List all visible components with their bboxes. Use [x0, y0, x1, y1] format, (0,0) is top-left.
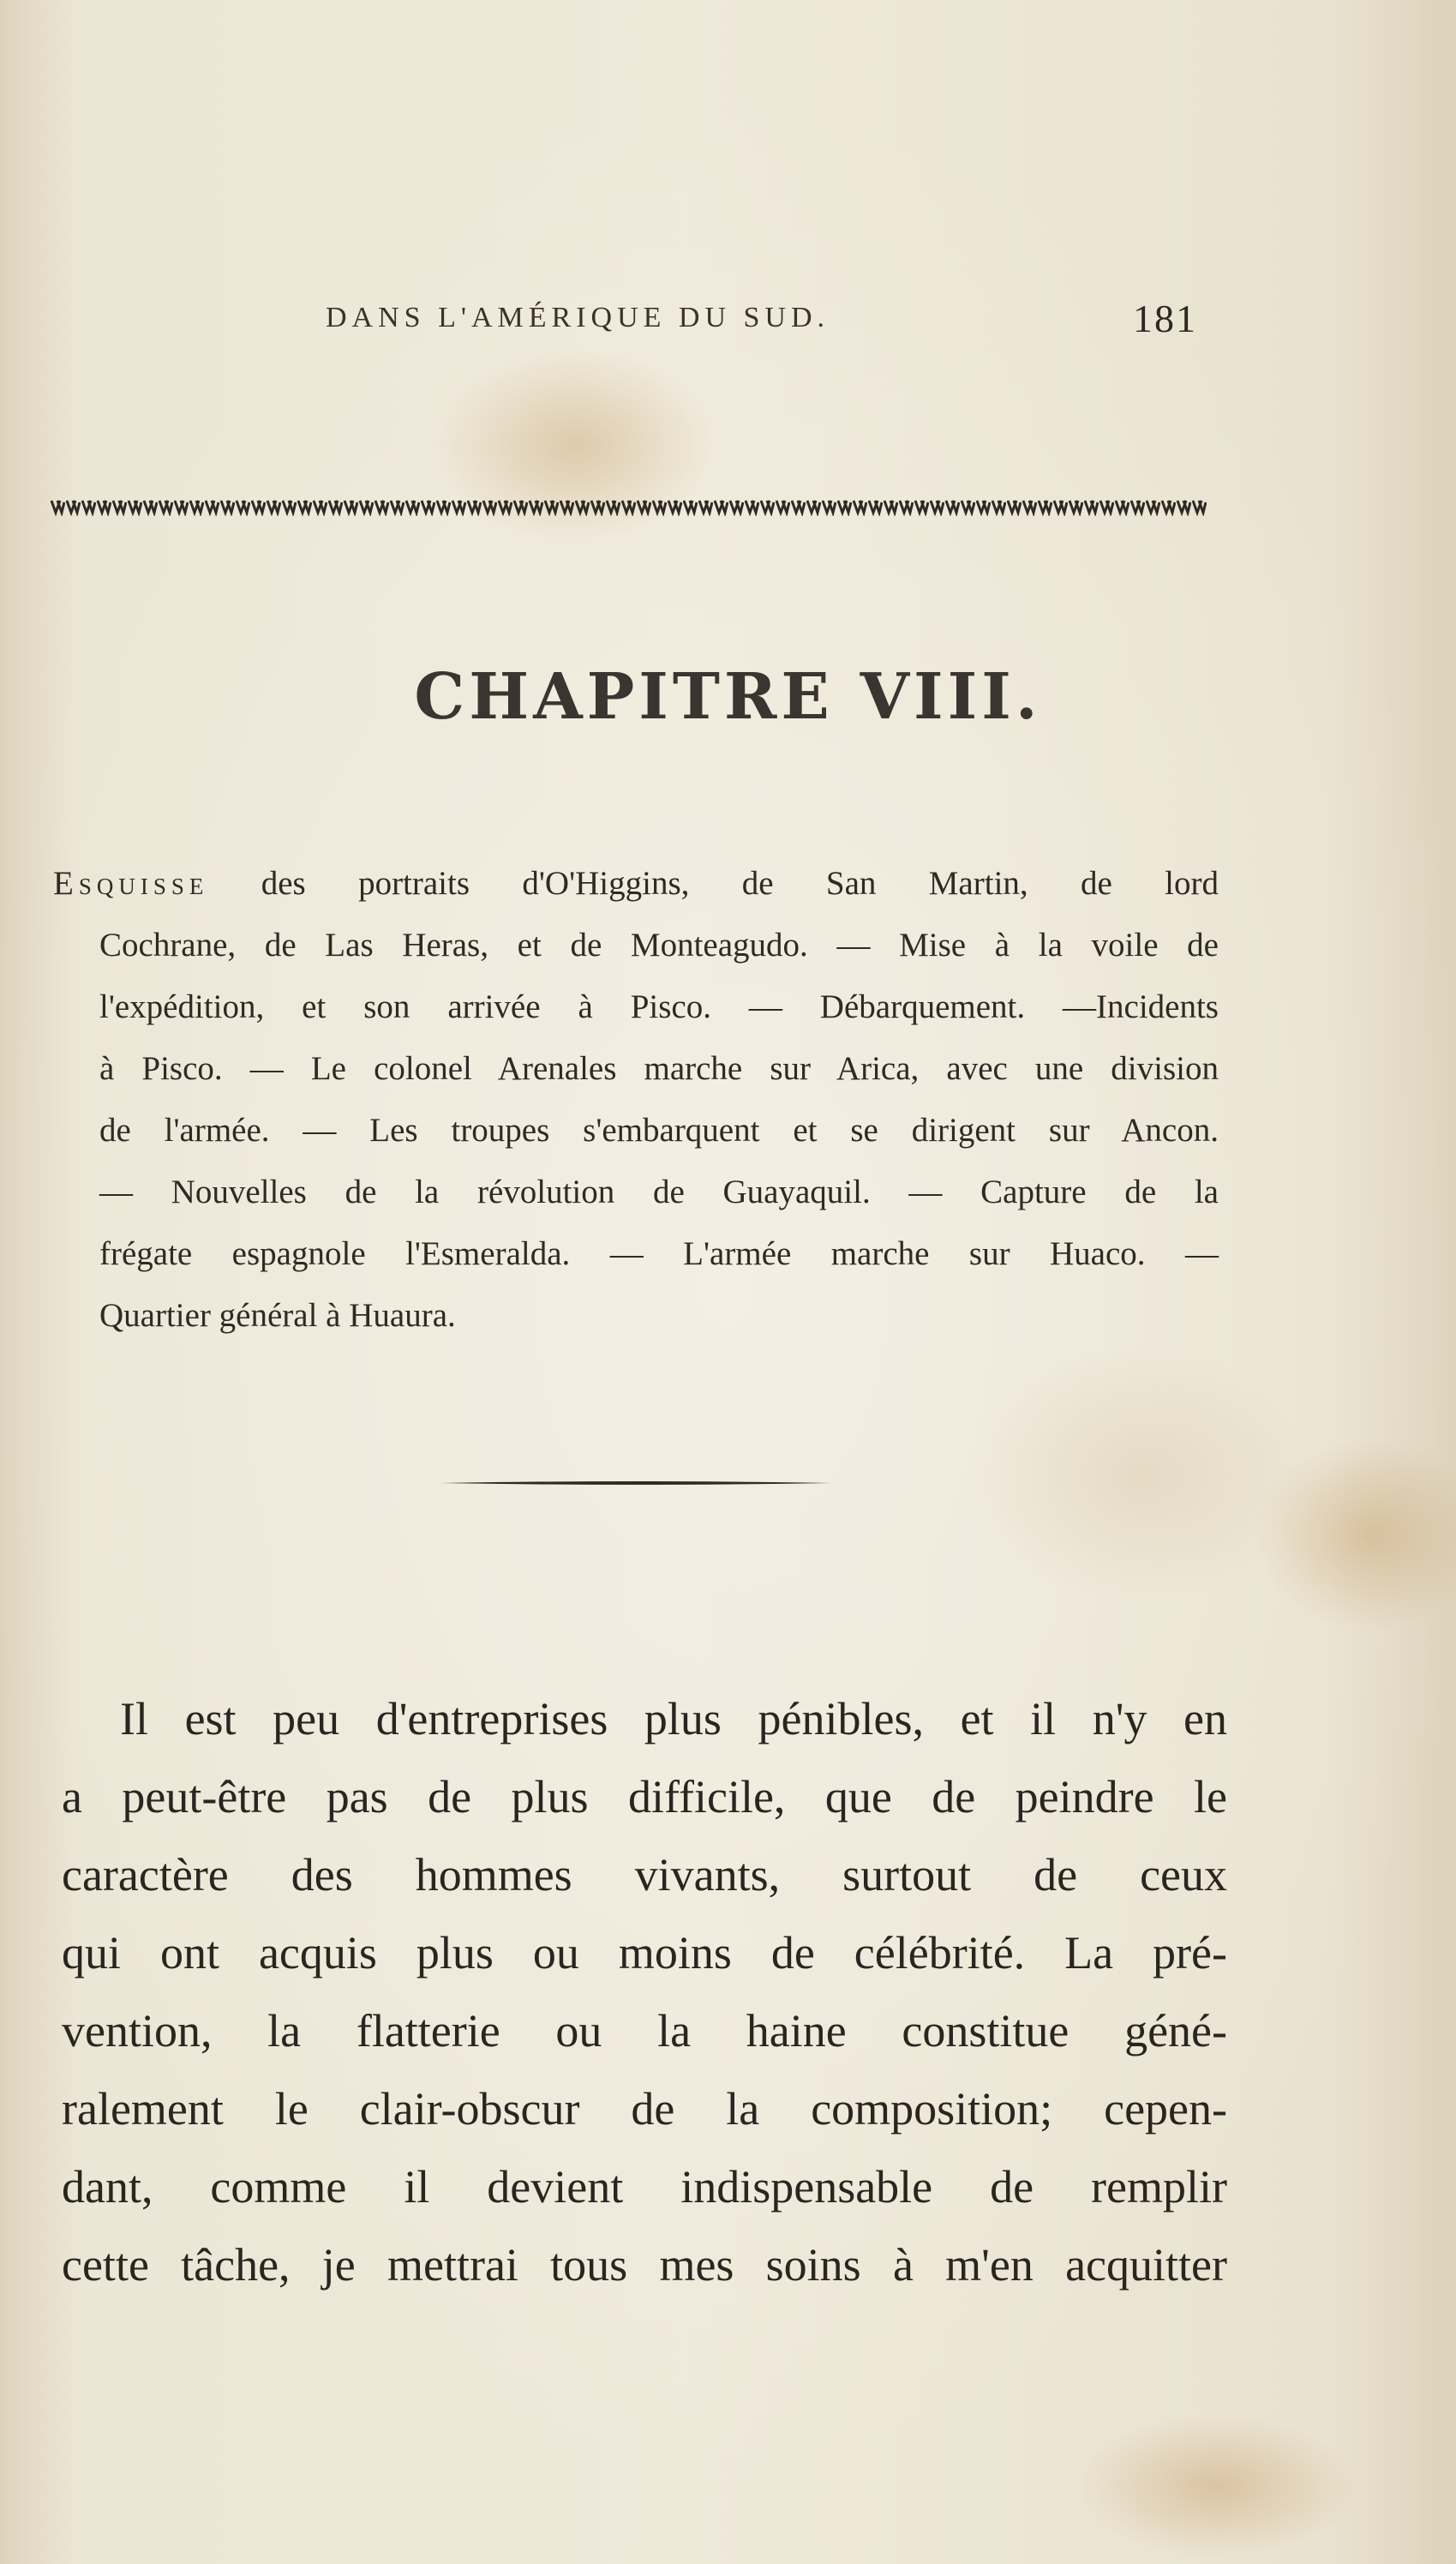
body-paragraph — [62, 1680, 1227, 2304]
summary-line — [53, 853, 1219, 915]
summary-line: — Nouvelles de la révolution de Guayaquil. — Capture de la — [99, 1174, 1219, 1210]
summary-line: Cochrane, de Las Heras, et de Monteagudo. — Mise à la voile de — [99, 927, 1219, 964]
summary-line: frégate espagnole l'Esmeralda. — L'armée marche sur Huaco. — — [99, 1235, 1219, 1272]
summary-first-word: Esquisse — [53, 865, 209, 902]
summary-line: Quartier général à Huaura. — [99, 1297, 456, 1334]
body-line: a peut-être pas de plus difficile, que de peindre le — [62, 1771, 1227, 1822]
decorative-ornament-border — [50, 497, 1207, 516]
section-divider-rule — [441, 1480, 831, 1486]
page-number: 181 — [1133, 297, 1197, 340]
summary-line-text: des portraits d'O'Higgins, de San Martin, de lord — [261, 865, 1219, 902]
summary-line: à Pisco. — Le colonel Arenales marche sur Arica, avec une division — [99, 1050, 1219, 1087]
summary-line: de l'armée. — Les troupes s'embarquent et se dirigent sur Ancon. — [99, 1112, 1219, 1149]
body-line: ralement le clair-obscur de la composition; cepen- — [62, 2083, 1227, 2135]
summary-line: l'expédition, et son arrivée à Pisco. — Débarquement. —Incidents — [99, 988, 1219, 1025]
body-line: Il est peu d'entreprises plus pénibles, et il n'y en — [120, 1693, 1227, 1744]
body-line: dant, comme il devient indispensable de remplir — [62, 2161, 1227, 2213]
body-line: qui ont acquis plus ou moins de célébrité. La pré- — [62, 1927, 1227, 1979]
body-line: vention, la flatterie ou la haine constitue géné- — [62, 2005, 1227, 2057]
body-line: cette tâche, je mettrai tous mes soins à m'en acquitter — [62, 2239, 1227, 2291]
chapter-summary — [53, 853, 1219, 1347]
body-line: caractère des hommes vivants, surtout de ceux — [62, 1849, 1227, 1900]
chapter-title: CHAPITRE VIII. — [414, 660, 1042, 734]
running-head: DANS L'AMÉRIQUE DU SUD. — [326, 302, 830, 333]
